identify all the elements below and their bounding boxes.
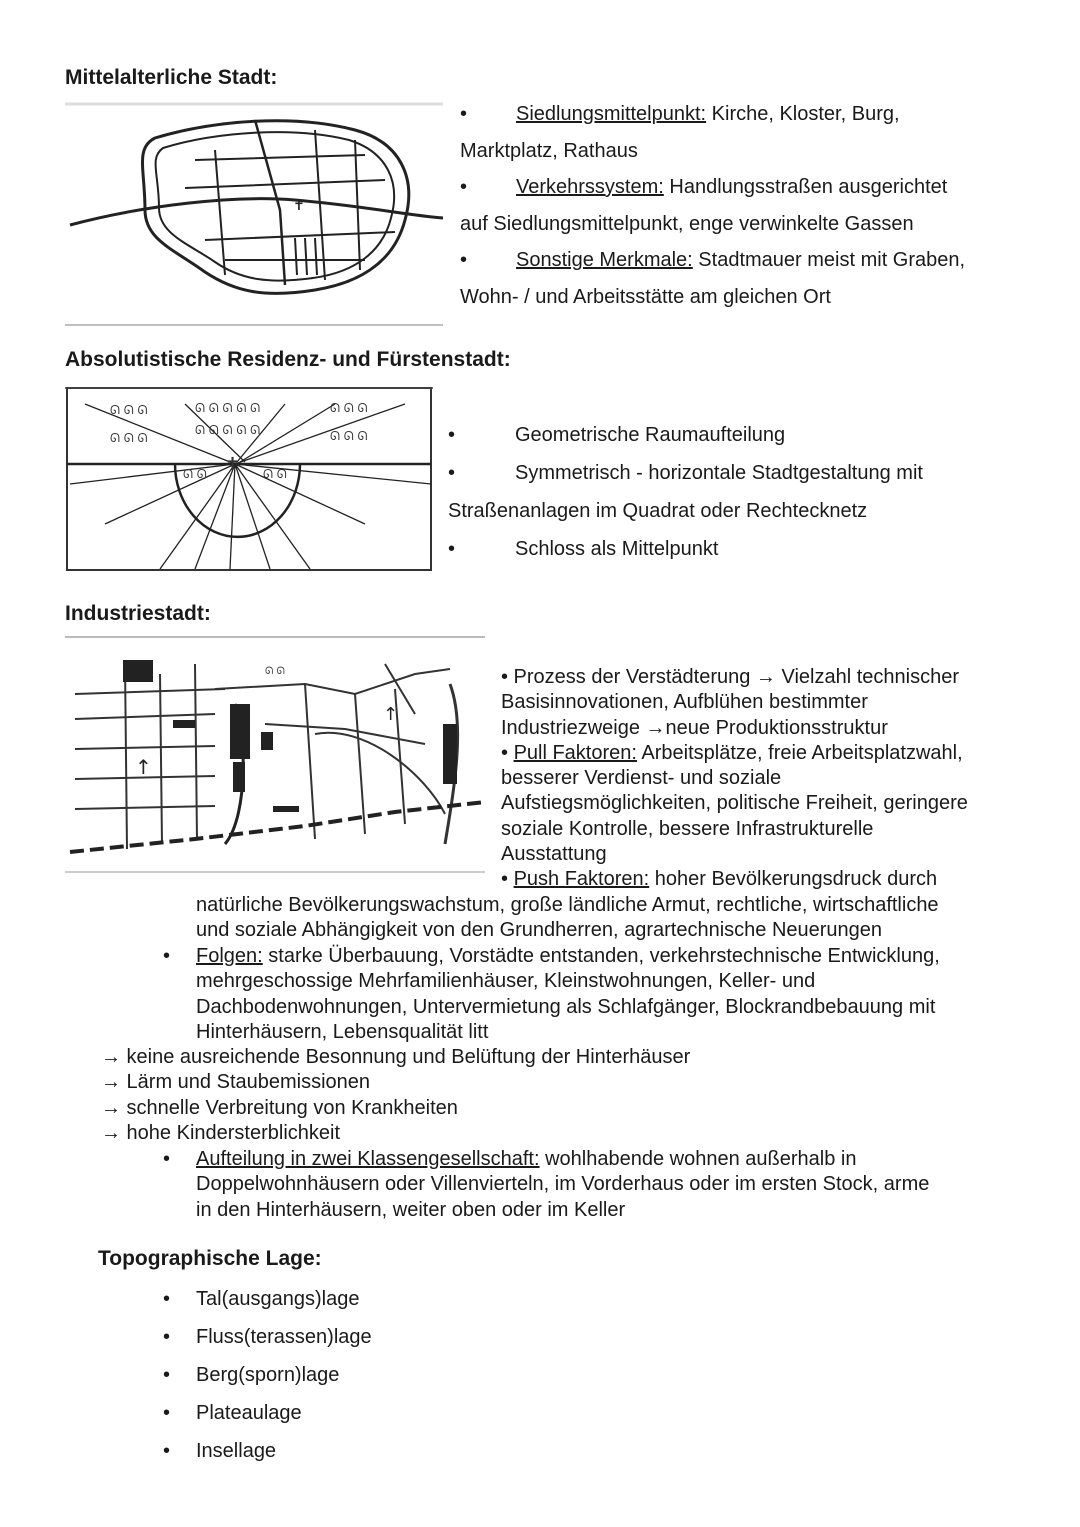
svg-text:↑: ↑ <box>135 755 152 779</box>
svg-text:ᘏ ᘏ: ᘏ ᘏ <box>265 666 285 677</box>
bullet: • <box>163 1148 171 1170</box>
svg-text:ᘏ ᘏ ᘏ: ᘏ ᘏ ᘏ <box>110 403 148 417</box>
folgen-line: mehrgeschossige Mehrfamilienhäuser, Kleinstwohnungen, Keller- und <box>196 970 816 993</box>
svg-text:✝: ✝ <box>293 198 305 214</box>
aufteilung-block: Aufteilung in zwei Klassengesellschaft: wohlhabende wohnen außerhalb in Doppelwohnhäusern oder Villenvierteln, im Vorderhaus oder im ersten Stock, arme in den Hinterhäusern, weiter oben oder im Keller <box>196 1147 1046 1223</box>
topography-list <box>163 1280 372 1470</box>
pull-line: soziale Kontrolle, bessere Infrastrukturelle <box>501 817 874 840</box>
svg-text:✝: ✝ <box>225 454 241 475</box>
feature-siedlung-cont: Marktplatz, Rathaus <box>460 139 638 162</box>
svg-text:ᘏ ᘏ: ᘏ ᘏ <box>263 467 287 481</box>
svg-text:ᘏ ᘏ ᘏ ᘏ ᘏ: ᘏ ᘏ ᘏ ᘏ ᘏ <box>195 401 261 415</box>
consequence-arrows <box>101 1045 1001 1146</box>
svg-text:ᘏ ᘏ ᘏ: ᘏ ᘏ ᘏ <box>330 401 368 415</box>
folgen-block: Folgen: starke Überbauung, Vorstädte entstanden, verkehrstechnische Entwicklung, mehrgeschossige Mehrfamilienhäuser, Kleinstwohnungen, Keller- und Dachbodenwohnungen, Untervermietung als Schlafgänger, Blockrandbebauung mit Hinterhäusern, Lebensqualität litt <box>196 944 1046 1045</box>
aufteilung-line: Doppelwohnhäusern oder Villenvierteln, im Vorderhaus oder im ersten Stock, arme <box>196 1173 930 1196</box>
bullet: • <box>448 538 456 560</box>
feature-verkehr-cont: auf Siedlungsmittelpunkt, enge verwinkelte Gassen <box>460 212 914 235</box>
folgen-line: Hinterhäusern, Lebensqualität litt <box>196 1020 489 1043</box>
list-item: • Insellage <box>163 1440 277 1462</box>
svg-text:ᘏ ᘏ ᘏ: ᘏ ᘏ ᘏ <box>110 431 148 445</box>
feature-symmetric-cont: Straßenanlagen im Quadrat oder Rechtecknetz <box>448 500 868 522</box>
pull-line: Aufstiegsmöglichkeiten, politische Freiheit, geringere <box>501 792 968 815</box>
bullet: • <box>460 103 468 125</box>
list-item: • Plateaulage <box>163 1402 302 1424</box>
section-title-industrial: Industriestadt: <box>65 602 211 625</box>
push-continuation <box>196 893 1046 944</box>
pull-factors: • Pull Faktoren: Arbeitsplätze, freie Arbeitsplatzwahl, <box>501 741 963 764</box>
medieval-town-sketch <box>65 100 445 328</box>
process-line-3: Industriezweige →neue Produktionsstruktur <box>501 716 888 739</box>
feature-symmetric: • Symmetrisch - horizontale Stadtgestaltung mit <box>448 454 1038 492</box>
svg-text:ᘏ ᘏ: ᘏ ᘏ <box>183 467 207 481</box>
process-line-1: • Prozess der Verstädterung → Vielzahl technischer <box>501 666 959 688</box>
feature-sonstige: • Sonstige Merkmale: Stadtmauer meist mit Graben, <box>460 242 1030 279</box>
svg-text:↑: ↑ <box>383 704 399 725</box>
arrow-line: → keine ausreichende Besonnung und Belüftung der Hinterhäuser <box>101 1046 691 1068</box>
svg-text:ᘏ ᘏ ᘏ ᘏ ᘏ: ᘏ ᘏ ᘏ ᘏ ᘏ <box>195 423 261 437</box>
bullet: • <box>460 176 468 198</box>
baroque-town-sketch <box>65 374 435 574</box>
bullet: • <box>163 945 171 967</box>
aufteilung-line: in den Hinterhäusern, weiter oben oder im Keller <box>196 1198 626 1221</box>
push-line: und soziale Abhängigkeit von den Grundherren, agrartechnische Neuerungen <box>196 919 883 942</box>
baroque-features <box>448 416 1038 568</box>
bullet: • <box>448 462 456 484</box>
feature-verkehr: • Verkehrssystem: Handlungsstraßen ausgerichtet <box>460 169 1030 206</box>
push-factors: • Push Faktoren: hoher Bevölkerungsdruck durch <box>501 868 938 891</box>
arrow-line: → hohe Kindersterblichkeit <box>101 1121 341 1144</box>
svg-text:ᘏ ᘏ ᘏ: ᘏ ᘏ ᘏ <box>330 429 368 443</box>
section-title-medieval: Mittelalterliche Stadt: <box>65 66 278 89</box>
industrial-town-sketch <box>65 634 487 874</box>
feature-geometric: • Geometrische Raumaufteilung <box>448 416 1038 454</box>
process-line-2: Basisinnovationen, Aufblühen bestimmter <box>501 691 868 714</box>
arrow-line: → Lärm und Staubemissionen <box>101 1071 371 1094</box>
list-item: • Tal(ausgangs)lage <box>163 1288 360 1310</box>
list-item: • Fluss(terassen)lage <box>163 1326 372 1348</box>
arrow-line: → schnelle Verbreitung von Krankheiten <box>101 1096 458 1119</box>
bullet: • <box>448 424 456 446</box>
feature-siedlung: • Siedlungsmittelpunkt: Kirche, Kloster, Burg, <box>460 96 1030 133</box>
bullet: • <box>460 249 468 271</box>
section-title-baroque: Absolutistische Residenz- und Fürstenstadt: <box>65 348 511 371</box>
feature-sonstige-cont: Wohn- / und Arbeitsstätte am gleichen Ort <box>460 285 831 308</box>
pull-line: Ausstattung <box>501 843 607 866</box>
medieval-features <box>460 96 1030 315</box>
push-line: natürliche Bevölkerungswachstum, große ländliche Armut, rechtliche, wirtschaftliche <box>196 894 939 916</box>
industrial-text-right <box>501 665 1041 893</box>
section-title-topography: Topographische Lage: <box>98 1247 322 1270</box>
pull-line: besserer Verdienst- und soziale <box>501 767 782 790</box>
feature-schloss: • Schloss als Mittelpunkt <box>448 530 1038 568</box>
folgen-line: Dachbodenwohnungen, Untervermietung als Schlafgänger, Blockrandbebauung mit <box>196 995 936 1018</box>
list-item: • Berg(sporn)lage <box>163 1364 340 1386</box>
